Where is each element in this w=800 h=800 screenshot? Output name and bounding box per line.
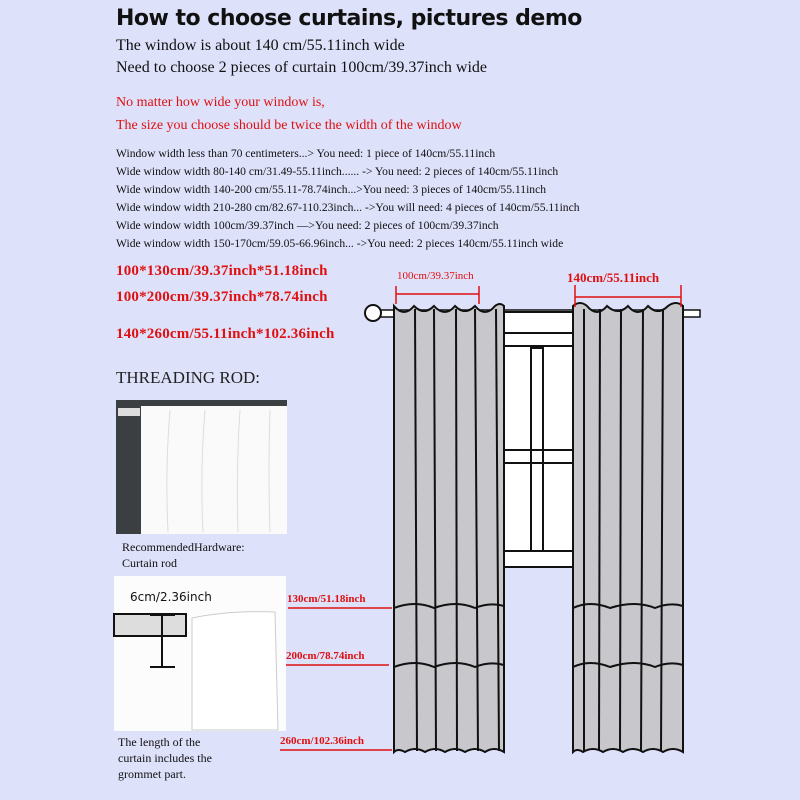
length-label-260: 260cm/102.36inch <box>280 735 365 747</box>
length-label-200: 200cm/78.74inch <box>286 650 365 662</box>
notice-line-1: No matter how wide your window is, <box>116 95 325 110</box>
rod-finial <box>365 305 381 321</box>
width-label-left: 100cm/39.37inch <box>397 270 474 282</box>
rule-line: Wide window width 100cm/39.37inch —>You need: 2 pieces of 100cm/39.37inch <box>116 219 499 232</box>
rod-pocket-photo <box>116 400 287 534</box>
length-note: The length of the <box>118 735 201 749</box>
size-option: 100*130cm/39.37inch*51.18inch <box>116 263 328 279</box>
rule-line: Wide window width 140-200 cm/55.11-78.74inch...>You need: 3 pieces of 140cm/55.11inch <box>116 183 547 196</box>
length-label-130: 130cm/51.18inch <box>287 593 366 605</box>
curtain-panel-left <box>394 304 504 752</box>
rule-line: Wide window width 150-170cm/59.05-66.96inch... ->You need: 2 pieces 140cm/55.11inch wide <box>116 237 564 250</box>
rule-line: Wide window width 80-140 cm/31.49-55.11inch...... -> You need: 2 pieces of 140cm/55.11inch <box>116 165 559 178</box>
threading-heading: THREADING ROD: <box>116 368 261 387</box>
size-option: 140*260cm/55.11inch*102.36inch <box>116 326 335 342</box>
hardware-caption: RecommendedHardware: <box>122 540 245 554</box>
size-option: 100*200cm/39.37inch*78.74inch <box>116 289 328 305</box>
rule-line: Window width less than 70 centimeters...> You need: 1 piece of 140cm/55.11inch <box>116 147 496 160</box>
curtain-choice-text: Need to choose 2 pieces of curtain 100cm/39.37inch wide <box>116 59 487 76</box>
length-note: curtain includes the <box>118 751 212 765</box>
window-width-text: The window is about 140 cm/55.11inch wide <box>116 37 405 54</box>
curtain-panel-right <box>573 303 683 752</box>
notice-line-2: The size you choose should be twice the width of the window <box>116 118 462 133</box>
page-title: How to choose curtains, pictures demo <box>116 6 582 31</box>
window-frame <box>504 312 574 567</box>
length-note: grommet part. <box>118 767 186 781</box>
rule-line: Wide window width 210-280 cm/82.67-110.23inch... ->You will need: 4 pieces of 140cm/55.11inch <box>116 201 580 214</box>
grommet-size-label: 6cm/2.36inch <box>130 590 212 604</box>
width-label-right: 140cm/55.11inch <box>567 270 660 285</box>
hardware-caption-rod: Curtain rod <box>122 556 177 570</box>
